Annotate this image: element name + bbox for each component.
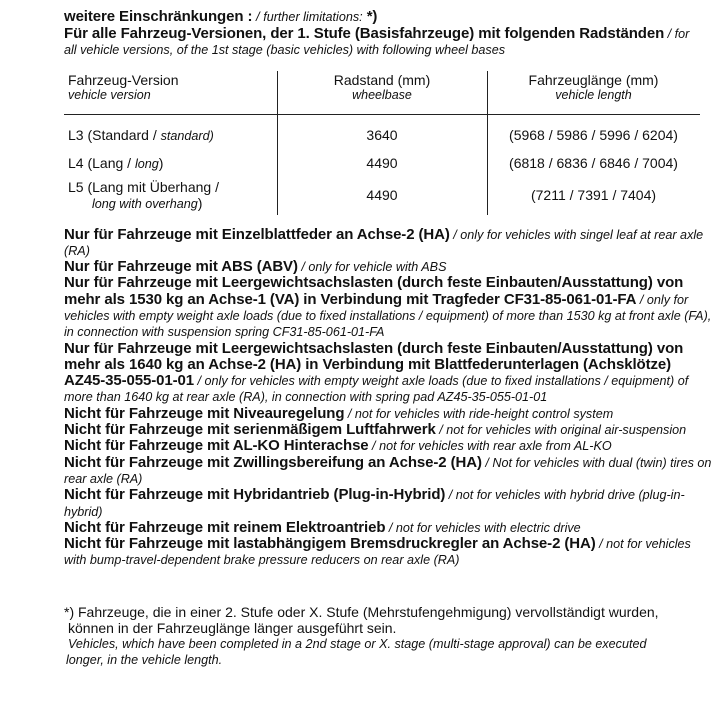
limitation-en: only for vehicle with ABS: [308, 260, 447, 275]
list-item: [64, 259, 714, 275]
limits-title-en: further limitations:: [263, 10, 363, 24]
limitation-de: Nur für Fahrzeuge mit ABS (ABV): [64, 258, 298, 276]
limitation-en: only for vehicles with singel leaf at rear axle (RA): [64, 227, 704, 258]
limitation-en: not for vehicles with rear axle from AL-KO: [379, 439, 612, 454]
column-header-de: Fahrzeuglänge (mm): [528, 71, 659, 88]
list-item: [64, 487, 714, 520]
intro-en-start: for: [674, 26, 690, 41]
column-header-en: vehicle length: [555, 87, 632, 102]
list-item: [64, 455, 714, 488]
limits-title: [64, 9, 714, 26]
list-item: [64, 438, 714, 454]
limits-title-de: weitere Einschränkungen :: [64, 8, 253, 25]
table-row-version: [68, 179, 219, 212]
column-header-en: vehicle version: [68, 87, 151, 102]
limitation-en: not for vehicles with bump-travel-dependent brake pressure reducers on rear axle (RA): [64, 537, 691, 568]
version-de: L5 (Lang mit Überhang /: [68, 178, 219, 195]
version-tail: ): [158, 154, 164, 171]
limitation-de: Nur für Fahrzeuge mit Einzelblattfeder an Achse-2 (HA): [64, 225, 450, 243]
separator: /: [636, 292, 647, 307]
limitation-en: only for vehicles with empty weight axle loads (due to fixed installations / equipment) of more than 1640 kg at rear axle (RA), in connection with spring pad AZ45-35-055-01-01: [64, 374, 689, 405]
column-header-version: [68, 73, 179, 103]
footnote-marker: *): [362, 8, 378, 25]
column-header-de: Fahrzeug-Version: [68, 71, 179, 88]
limitations-list: [64, 227, 714, 569]
column-header-de: Radstand (mm): [333, 71, 431, 88]
list-item: [64, 422, 714, 438]
separator: /: [664, 26, 675, 41]
version-en: standard): [160, 128, 214, 143]
version-tail: ): [197, 194, 203, 211]
limitation-de: Nur für Fahrzeuge mit Leergewichtsachslasten (durch feste Einbauten/Ausstattung) von mehr als 1530 kg an Achse-1 (VA) in Verbindung mit Tragfeder CF31-85-061-01-FA: [64, 274, 684, 308]
separator: /: [435, 423, 447, 438]
limitation-de: Nicht für Fahrzeuge mit Zwillingsbereifung an Achse-2 (HA): [64, 453, 482, 471]
limitation-en: not for vehicles with hybrid drive (plug-in-hybrid): [64, 488, 685, 519]
separator: /: [344, 406, 355, 421]
table-row-wheelbase: 4490: [366, 186, 398, 203]
limitation-en: not for vehicles with original air-suspension: [446, 423, 687, 438]
separator: /: [252, 9, 264, 24]
version-en: long with overhang: [92, 196, 198, 211]
table-row-version: [68, 127, 214, 144]
column-header-wheelbase: [277, 73, 487, 103]
table-row-version: [68, 155, 163, 172]
footnote-de-line2: können in der Fahrzeuglänge länger ausgeführt sein.: [68, 619, 397, 636]
separator: /: [449, 227, 461, 242]
footnote: [64, 604, 714, 668]
list-item: [64, 227, 714, 260]
version-de: L4 (Lang /: [68, 154, 135, 171]
intro-paragraph: [64, 26, 714, 59]
limitation-en: Not for vehicles with dual (twin) tires on rear axle (RA): [64, 455, 712, 486]
version-en: long: [134, 156, 159, 171]
limitation-de: Nicht für Fahrzeuge mit Niveauregelung: [64, 404, 345, 422]
column-header-length: [487, 73, 700, 103]
footnote-en-line1: Vehicles, which have been completed in a 2nd stage or X. stage (multi-stage approval) can be executed: [68, 636, 647, 651]
intro-de: Für alle Fahrzeug-Versionen, der 1. Stufe (Basisfahrzeuge) mit folgenden Radständen: [64, 24, 665, 42]
footnote-en-line2: longer, in the vehicle length.: [66, 652, 223, 667]
list-item: [64, 536, 714, 569]
document-page: [64, 9, 714, 668]
table-row-length: (6818 / 6836 / 6846 / 7004): [509, 154, 678, 171]
table-header-rule: [64, 114, 700, 115]
separator: /: [368, 439, 380, 454]
limitation-de: Nur für Fahrzeuge mit Leergewichtsachslasten (durch feste Einbauten/Ausstattung) von mehr als 1640 kg an Achse-2 (HA) in Verbindung mit Blattfederunterlagen (Achsklötze) AZ45-35-055-01-01: [64, 339, 684, 390]
wheelbase-table: [64, 71, 700, 219]
limitation-de: Nicht für Fahrzeuge mit lastabhängigem Bremsdruckregler an Achse-2 (HA): [64, 535, 596, 553]
table-row-wheelbase: 3640: [366, 126, 398, 143]
limitation-de: Nicht für Fahrzeuge mit Hybridantrieb (Plug-in-Hybrid): [64, 486, 446, 504]
separator: /: [595, 537, 607, 552]
table-row-length: (5968 / 5986 / 5996 / 6204): [509, 126, 678, 143]
limitation-de: Nicht für Fahrzeuge mit AL-KO Hinterachse: [64, 437, 369, 455]
column-header-en: wheelbase: [352, 87, 412, 102]
intro-en: all vehicle versions, of the 1st stage (basic vehicles) with following wheel bases: [64, 43, 505, 57]
limitation-de: Nicht für Fahrzeuge mit reinem Elektroantrieb: [64, 518, 386, 536]
separator: /: [445, 488, 456, 503]
separator: /: [194, 374, 205, 389]
limitation-en: not for vehicles with ride-height control system: [354, 406, 614, 421]
separator: /: [297, 260, 309, 275]
separator: /: [481, 455, 493, 470]
limitation-en: not for vehicles with electric drive: [395, 520, 581, 535]
table-row-length: (7211 / 7391 / 7404): [530, 186, 657, 203]
footnote-de-line1: *) Fahrzeuge, die in einer 2. Stufe oder X. Stufe (Mehrstufengehmigung) vervollständigt wurden,: [64, 603, 659, 620]
list-item: [64, 341, 714, 406]
separator: /: [385, 520, 396, 535]
limitation-en: only for vehicles with empty weight axle loads (due to fixed installations / equipment) of more than 1530 kg at front axle (FA), in connection with suspension spring CF31-85-061-01-FA: [64, 292, 712, 340]
table-row-wheelbase: 4490: [366, 154, 398, 171]
list-item: [64, 406, 714, 422]
list-item: [64, 520, 714, 536]
limitation-de: Nicht für Fahrzeuge mit serienmäßigem Luftfahrwerk: [64, 421, 436, 439]
version-de: L3 (Standard /: [68, 126, 161, 143]
list-item: [64, 275, 714, 340]
